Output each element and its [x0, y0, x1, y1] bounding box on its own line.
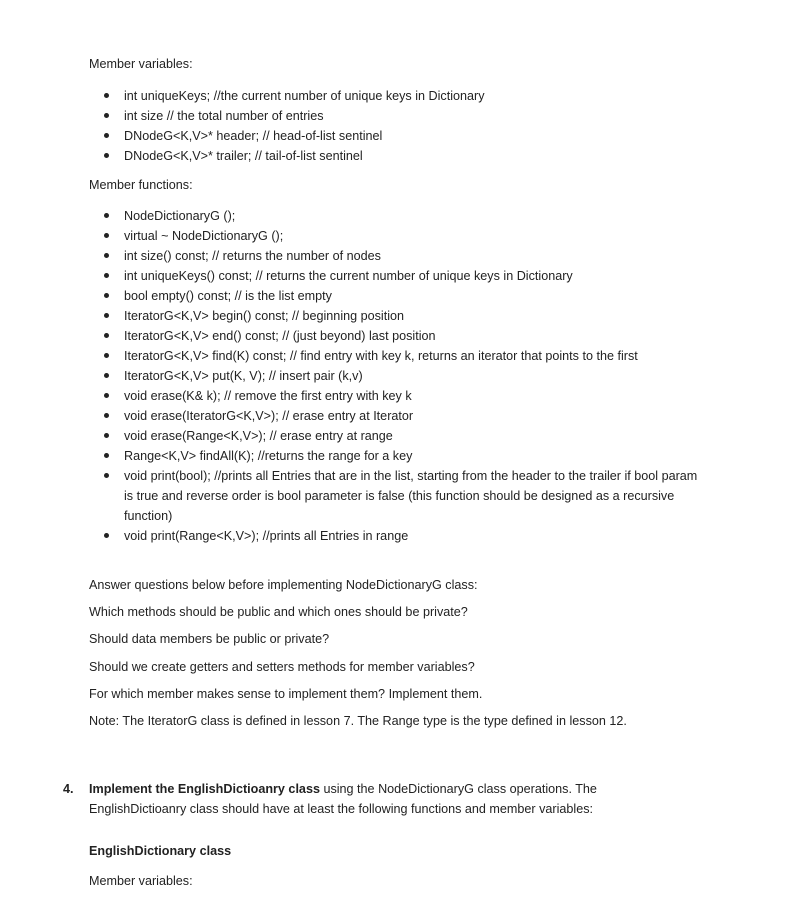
item-4-bold-lead: Implement the EnglishDictioanry class: [89, 782, 320, 796]
question-4: For which member makes sense to implement them? Implement them.: [89, 687, 483, 701]
item-4-line-1: [89, 779, 597, 799]
list-item: IteratorG<K,V> find(K) const; // find entry with key k, returns an iterator that points to the first: [124, 346, 700, 366]
list-item: void erase(IteratorG<K,V>); // erase entry at Iterator: [124, 406, 700, 426]
list-item: IteratorG<K,V> end() const; // (just beyond) last position: [124, 326, 700, 346]
english-dictionary-heading: EnglishDictionary class: [89, 844, 232, 858]
list-item: IteratorG<K,V> begin() const; // beginning position: [124, 306, 700, 326]
note: Note: The IteratorG class is defined in lesson 7. The Range type is the type defined in lesson 12.: [89, 714, 627, 728]
list-item: int uniqueKeys; //the current number of unique keys in Dictionary: [124, 86, 485, 106]
list-item: void print(Range<K,V>); //prints all Entries in range: [124, 526, 700, 546]
list-item: int uniqueKeys() const; // returns the current number of unique keys in Dictionary: [124, 266, 700, 286]
list-item: void erase(Range<K,V>); // erase entry at range: [124, 426, 700, 446]
question-2: Should data members be public or private?: [89, 632, 330, 646]
list-item: void print(bool); //prints all Entries that are in the list, starting from the header to the trailer if bool param is true and reverse order is bool parameter is false (this function should be designed as a recursive function): [124, 466, 700, 526]
list-item: int size() const; // returns the number of nodes: [124, 246, 700, 266]
question-3: Should we create getters and setters methods for member variables?: [89, 660, 475, 674]
questions-intro: Answer questions below before implementing NodeDictionaryG class:: [89, 578, 478, 592]
list-item: void erase(K& k); // remove the first entry with key k: [124, 386, 700, 406]
list-item: virtual ~ NodeDictionaryG ();: [124, 226, 700, 246]
question-1: Which methods should be public and which ones should be private?: [89, 605, 468, 619]
english-member-variables-heading: Member variables:: [89, 874, 193, 888]
member-variables-list: [124, 86, 485, 166]
item-number: 4.: [63, 782, 74, 796]
member-variables-heading: Member variables:: [89, 57, 193, 71]
list-item: DNodeG<K,V>* trailer; // tail-of-list sentinel: [124, 146, 485, 166]
member-functions-heading: Member functions:: [89, 178, 193, 192]
list-item: DNodeG<K,V>* header; // head-of-list sentinel: [124, 126, 485, 146]
list-item: int size // the total number of entries: [124, 106, 485, 126]
list-item: bool empty() const; // is the list empty: [124, 286, 700, 306]
item-4-line-2: EnglishDictioanry class should have at least the following functions and member variables:: [89, 802, 594, 816]
list-item: NodeDictionaryG ();: [124, 206, 700, 226]
list-item: IteratorG<K,V> put(K, V); // insert pair (k,v): [124, 366, 700, 386]
member-functions-list: [124, 206, 700, 546]
list-item: Range<K,V> findAll(K); //returns the range for a key: [124, 446, 700, 466]
item-4-line-1-rest: using the NodeDictionaryG class operations. The: [319, 782, 597, 796]
